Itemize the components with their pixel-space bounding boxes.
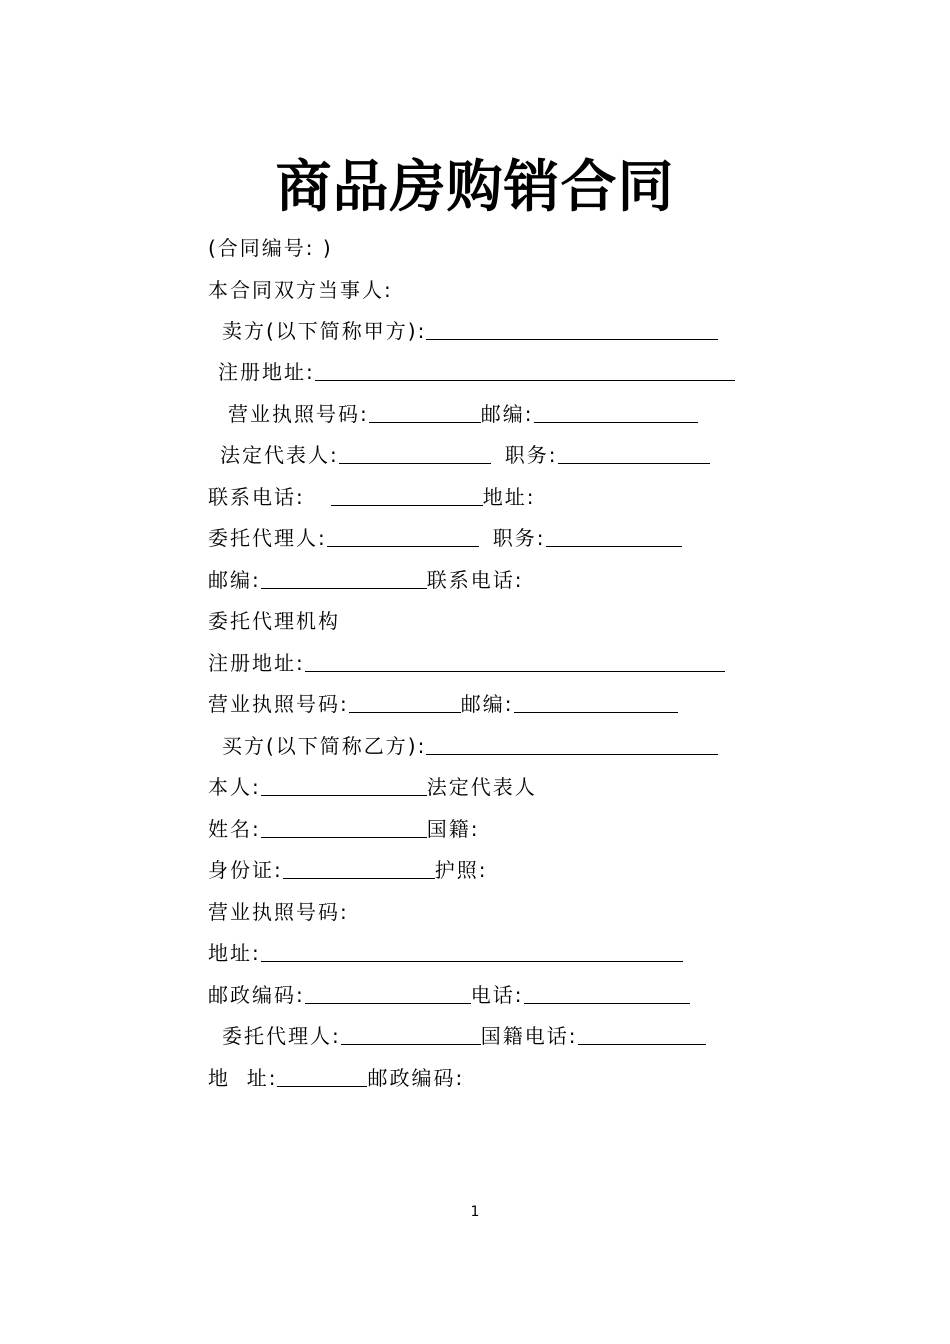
buyer-nationality-label: 国籍: [426,817,480,841]
buyer-postcode-line [208,980,690,1010]
buyer-agent-address-blank[interactable] [277,1066,367,1087]
seller-postcode-label: 邮编: [480,402,534,426]
buyer-self-blank[interactable] [261,775,427,796]
buyer-self-label: 本人: [208,775,261,799]
buyer-id-blank[interactable] [283,858,435,879]
contract-number-label: (合同编号: ) [208,236,333,260]
seller-reg-address-line [218,357,735,387]
seller-agent-line [208,523,682,553]
buyer-id-line [208,855,488,885]
seller-postcode-blank[interactable] [534,402,698,423]
buyer-name-blank[interactable] [426,734,718,755]
buyer-postcode-blank[interactable] [305,983,471,1004]
seller-license-label: 营业执照号码: [228,402,369,426]
agency-reg-address-line [208,648,725,678]
buyer-address-line [208,938,683,968]
contract-number-line [208,233,333,263]
agency-reg-address-blank[interactable] [305,651,725,672]
seller-reg-address-label: 注册地址: [218,360,315,384]
seller-address-label: 地址: [482,485,536,509]
seller-phone-label: 联系电话: [208,485,305,509]
seller-legal-rep-label: 法定代表人: [220,443,339,467]
buyer-nationality-phone-label: 国籍电话: [480,1024,578,1048]
agency-license-label: 营业执照号码: [208,692,349,716]
buyer-agent-line [222,1021,706,1051]
agency-line [208,606,340,636]
seller-label: 卖方(以下简称甲方): [222,319,427,343]
parties-intro-label: 本合同双方当事人: [208,278,393,302]
seller-position-blank[interactable] [558,443,710,464]
buyer-postcode-label: 邮政编码: [208,983,305,1007]
agency-license-blank[interactable] [349,692,461,713]
buyer-license-line [208,897,349,927]
buyer-label: 买方(以下简称乙方): [222,734,427,758]
agency-label: 委托代理机构 [208,609,340,633]
page-number: 1 [470,1204,480,1220]
seller-reg-address-blank[interactable] [315,360,735,381]
seller-agent-phone-label: 联系电话: [426,568,524,592]
seller-legal-rep-blank[interactable] [339,443,491,464]
seller-license-line [228,399,698,429]
buyer-passport-label: 护照: [434,858,488,882]
buyer-address-blank[interactable] [261,941,683,962]
buyer-agent-label: 委托代理人: [222,1024,341,1048]
agency-postcode-blank[interactable] [514,692,678,713]
buyer-agent-address-line [208,1063,464,1093]
seller-agent-postcode-blank[interactable] [261,568,427,589]
buyer-agent-blank[interactable] [341,1024,481,1045]
seller-license-blank[interactable] [369,402,481,423]
parties-intro-line [208,275,393,305]
buyer-id-label: 身份证: [208,858,283,882]
agency-postcode-label: 邮编: [460,692,514,716]
buyer-self-line [208,772,537,802]
seller-phone-blank[interactable] [331,485,483,506]
buyer-name-line [208,814,480,844]
agency-license-line [208,689,678,719]
buyer-license-label: 营业执照号码: [208,900,349,924]
buyer-agent-postcode-label: 邮政编码: [367,1066,465,1090]
seller-position-label: 职务: [504,443,558,467]
buyer-phone-blank[interactable] [524,983,690,1004]
agency-reg-address-label: 注册地址: [208,651,305,675]
buyer-address-label: 地址: [208,941,261,965]
page-title: 商品房购销合同 [275,154,675,220]
buyer-phone-label: 电话: [470,983,524,1007]
seller-agent-position-label: 职务: [492,526,546,550]
seller-agent-label: 委托代理人: [208,526,327,550]
buyer-agent-address-label: 地 址: [208,1066,278,1090]
seller-agent-blank[interactable] [327,526,479,547]
buyer-legal-rep-label: 法定代表人 [426,775,537,799]
buyer-nationality-phone-blank[interactable] [578,1024,706,1045]
seller-agent-postcode-line [208,565,524,595]
seller-phone-line [208,482,536,512]
buyer-full-name-blank[interactable] [261,817,427,838]
seller-agent-position-blank[interactable] [546,526,682,547]
seller-agent-postcode-label: 邮编: [208,568,261,592]
buyer-line [222,731,718,761]
buyer-name-label: 姓名: [208,817,261,841]
seller-legal-rep-line [220,440,710,470]
seller-name-blank[interactable] [426,319,718,340]
seller-line [222,316,718,346]
